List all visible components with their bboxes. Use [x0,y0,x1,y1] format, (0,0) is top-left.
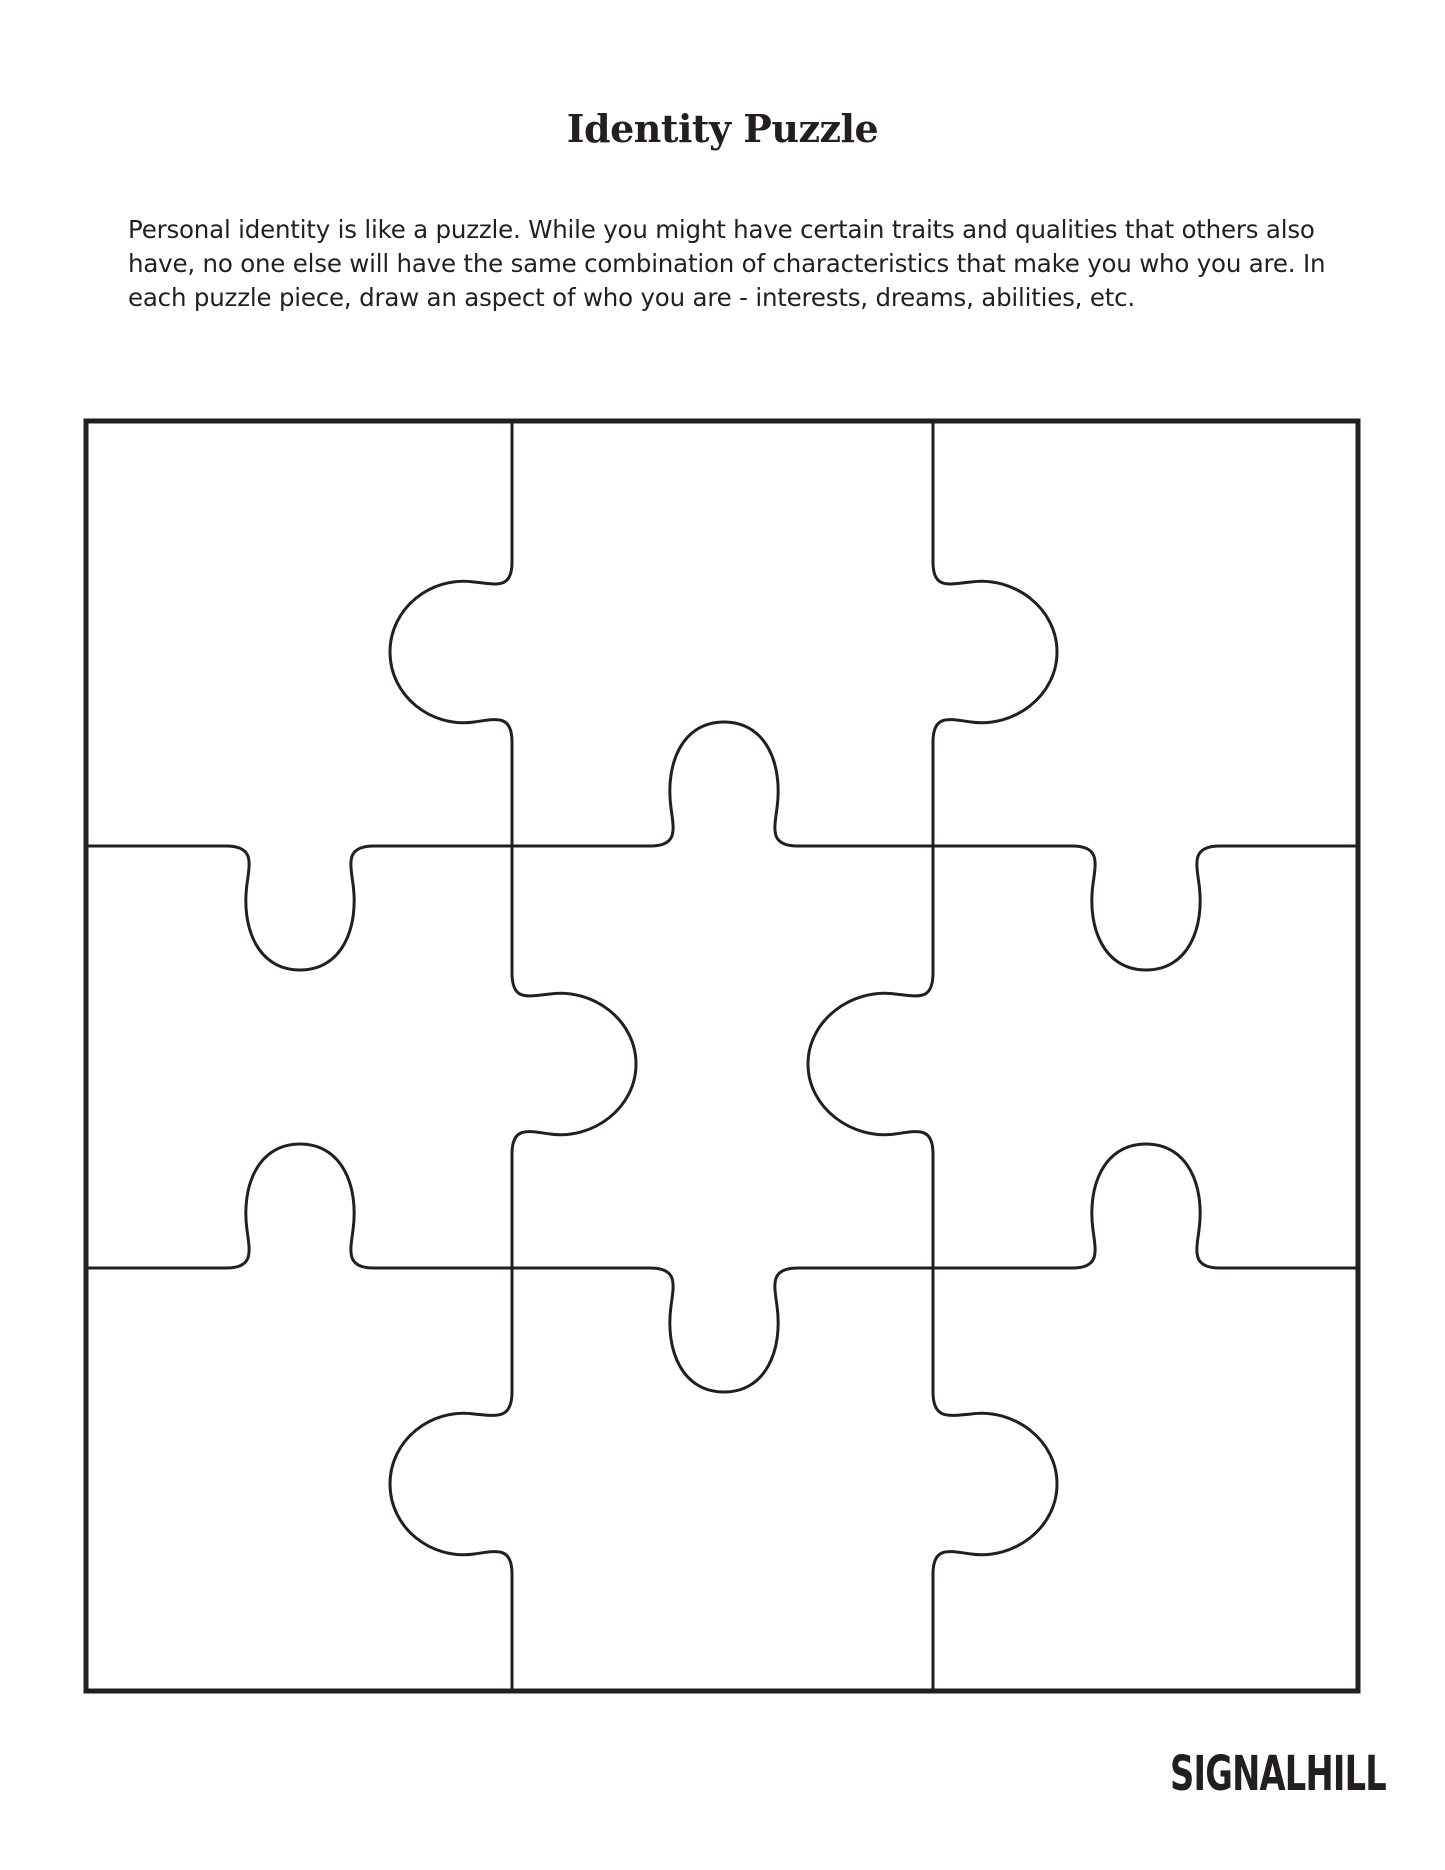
puzzle-seam-horizontal-top [88,722,1356,970]
puzzle-seam-vertical-left [390,423,636,1689]
puzzle-seam-segment [512,1268,933,1392]
puzzle-seam-segment [808,846,933,1268]
instructions-text: Personal identity is like a puzzle. While you might have certain traits and qualities that others also have, no one else will have the same combination of characteristics that make you who you are. In each puzzle piece, draw an aspect of who you are - interests, dreams, abilities, etc. [128,215,1326,312]
puzzle-seam-vertical-right [808,423,1057,1689]
puzzle-seam-segment [512,846,636,1268]
puzzle-seam-segment [933,423,1057,846]
puzzle-seam-segment [933,846,1356,970]
puzzle-seam-segment [88,846,512,970]
page-title: Identity Puzzle [566,106,879,151]
puzzle-seam-segment [390,1268,512,1689]
brand-logo: SIGNALHILL [1170,1746,1386,1802]
puzzle-seam-segment [933,1268,1057,1689]
puzzle-frame [86,421,1358,1691]
puzzle-seam-segment [933,1144,1356,1268]
puzzle-seam-segment [390,423,512,846]
puzzle-seam-horizontal-bottom [88,1144,1356,1392]
puzzle-seam-segment [512,722,933,846]
puzzle-seam-segment [88,1144,512,1268]
